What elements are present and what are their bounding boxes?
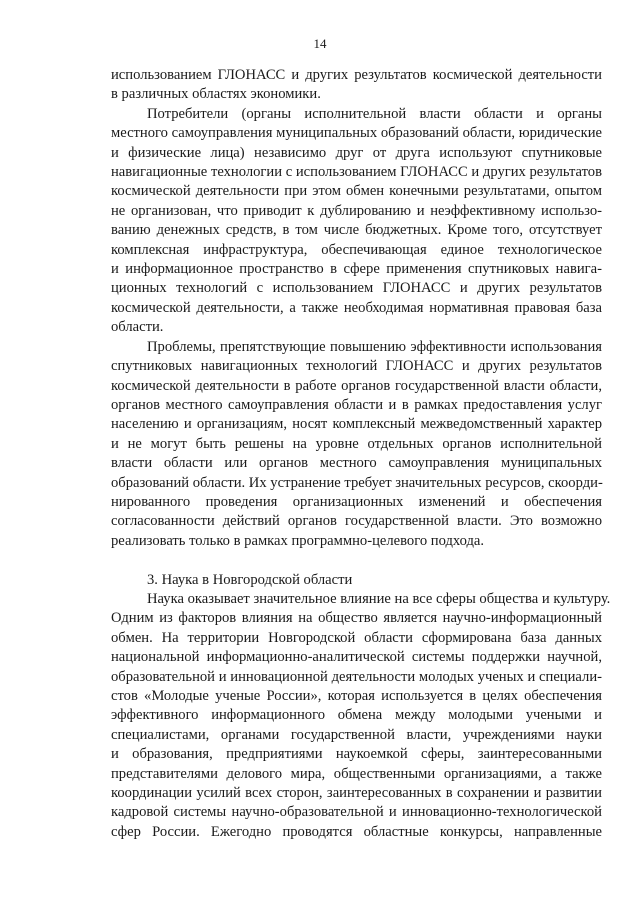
text-line: обмен. На территории Новгородской области сформирована база данных — [111, 629, 602, 646]
text-line: использованием ГЛОНАСС и других результатов космической деятельности — [111, 67, 602, 83]
page-number: 14 — [313, 36, 327, 51]
text-line: реализовать только в рамках программно-целевого подхода. — [111, 532, 485, 549]
text-line: навигационные технологии с использованием ГЛОНАСС и других результатов — [111, 164, 602, 181]
text-line: сфер России. Ежегодно проводятся областные конкурсы, направленные — [111, 823, 602, 840]
text-line: представителями делового мира, общественными организациями, а также — [111, 765, 602, 782]
text-line: и информационное пространство в сфере применения спутниковых навига- — [111, 261, 602, 278]
text-line: Одним из факторов влияния на общество является научно-информационный — [111, 610, 602, 627]
section-gap — [111, 551, 602, 570]
text-line: образований области. Их устранение требует значительных ресурсов, скоорди- — [111, 474, 603, 491]
section-heading — [111, 571, 602, 590]
text-line: кадровой системы научно-образовательной и инновационно-технологической — [111, 804, 602, 821]
text-line: образовательной и инновационной деятельности молодых ученых и специали- — [111, 668, 602, 685]
text-line: Наука оказывает значительное влияние на все сферы общества и культуру. — [147, 590, 611, 607]
text-line: координации усилий всех сторон, заинтересованных в сохранении и развитии — [111, 785, 602, 802]
text-line: эффективного информационного обмена между молодыми учеными и — [111, 707, 602, 724]
text-line: ционных технологий с использованием ГЛОНАСС и других результатов — [111, 280, 602, 297]
text-line: и физические лица) независимо друг от друга используют спутниковые — [111, 144, 602, 161]
text-line: согласованности действий органов государственной власти. Это возможно — [111, 513, 602, 530]
text-line: в различных областях экономики. — [111, 86, 321, 103]
text-line: органов местного самоуправления области и в рамках предоставления услуг — [111, 396, 602, 413]
text-line: Потребители (органы исполнительной власти области и органы — [147, 105, 602, 122]
document-body — [111, 66, 611, 842]
text-line: и образования, предприятиями наукоемкой сферы, заинтересованными — [111, 746, 602, 763]
paragraph — [111, 590, 611, 842]
text-line: стов «Молодые ученые России», которая используется в целях обеспечения — [111, 687, 602, 704]
text-line: местного самоуправления муниципальных образований области, юридические — [111, 125, 602, 142]
text-line: 3. Наука в Новгородской области — [147, 571, 353, 588]
text-line: не организован, что приводит к дублированию и неэффективному использо- — [111, 202, 602, 219]
text-line: комплексная инфраструктура, обеспечивающая единое технологическое — [111, 241, 602, 258]
text-line: и не могут быть решены на уровне отдельных органов исполнительной — [111, 435, 602, 452]
text-line: власти области или органов местного самоуправления муниципальных — [111, 455, 602, 472]
paragraph — [111, 105, 602, 338]
text-line: нированного проведения организационных изменений и обеспечения — [111, 493, 602, 510]
text-line: Проблемы, препятствующие повышению эффективности использования — [147, 338, 602, 355]
text-line: космической деятельности в работе органов государственной власти области, — [111, 377, 602, 394]
text-line: области. — [111, 319, 164, 336]
text-line: ванию денежных средств, в том числе бюджетных. Кроме того, отсутствует — [111, 222, 602, 239]
text-line: спутниковых навигационных технологий ГЛОНАСС и других результатов — [111, 358, 602, 375]
text-line: национальной информационно-аналитической системы поддержки научной, — [111, 649, 602, 666]
paragraph — [111, 338, 602, 551]
paragraph — [111, 66, 602, 105]
text-line: космической деятельности, а также необходимая нормативная правовая база — [111, 299, 602, 316]
text-line: населению и организациям, носят комплексный межведомственный характер — [111, 416, 602, 433]
text-line: космической деятельности при этом обмен конечными результатами, опытом — [111, 183, 602, 200]
text-line: специалистами, органами государственной власти, учреждениями науки — [111, 726, 602, 743]
